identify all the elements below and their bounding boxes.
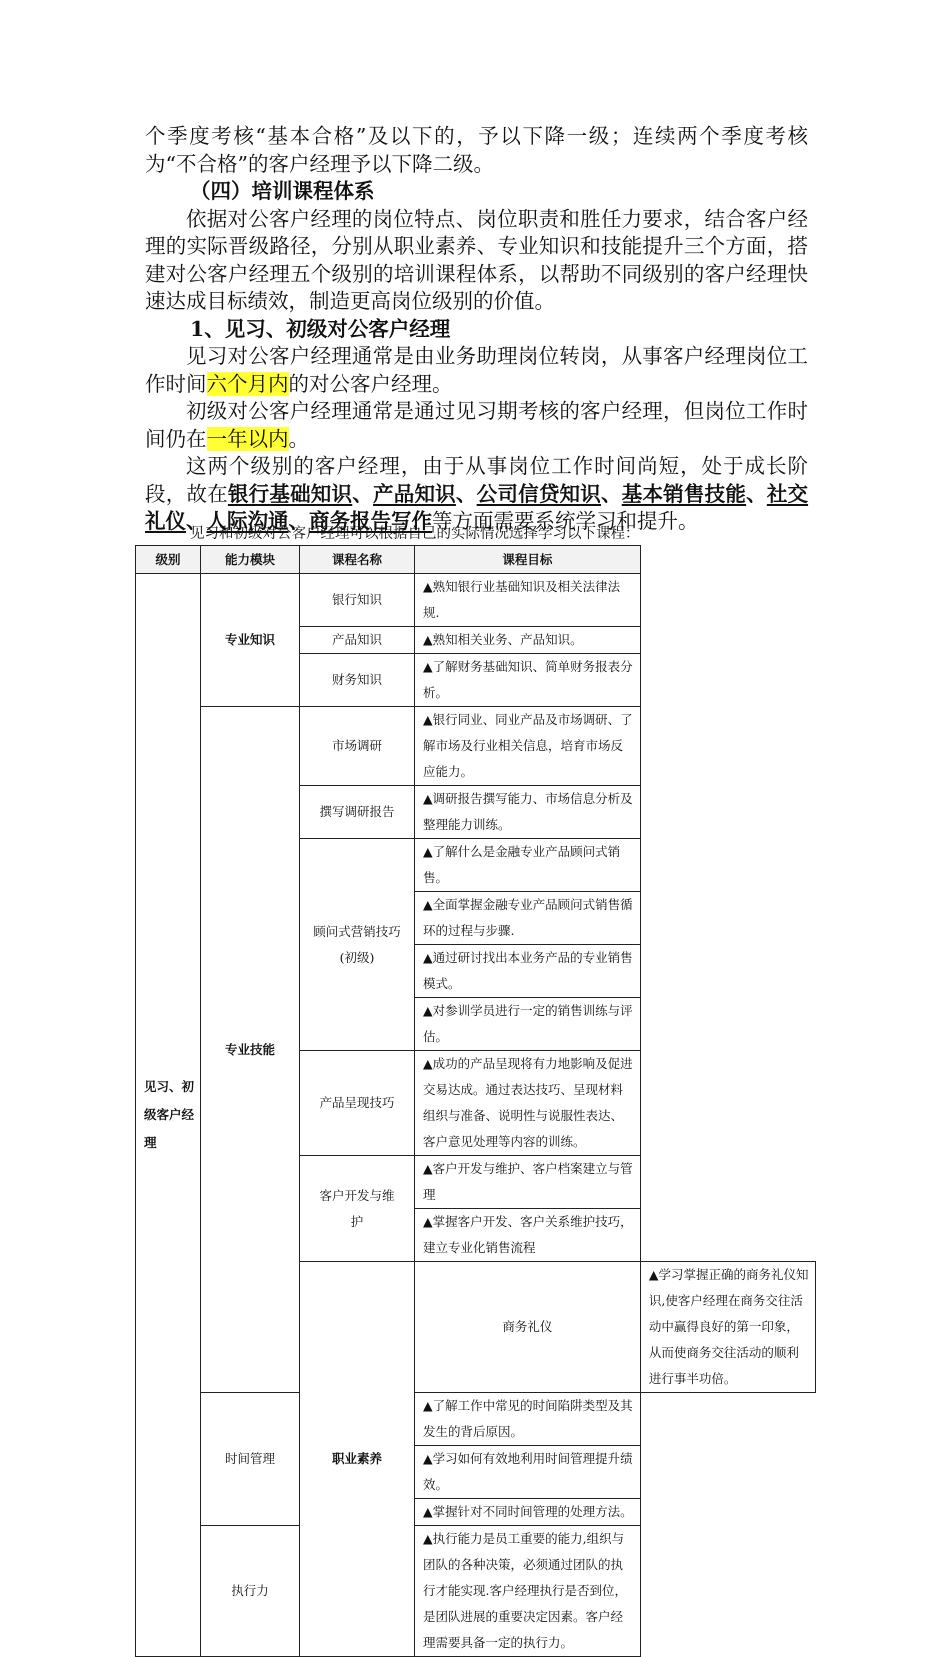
text: 的对公客户经理。 xyxy=(288,371,453,396)
goal-cell: ▲熟知相关业务、产品知识。 xyxy=(415,627,641,654)
course-table xyxy=(135,545,816,1657)
keyword: 社交礼仪 xyxy=(145,481,809,533)
keyword: 商务报告写作 xyxy=(309,509,432,533)
course-cell: 市场调研 xyxy=(300,707,415,786)
module-cell: 专业技能 xyxy=(201,707,300,1393)
text: 这两个级别的客户经理，由于从事岗位工作时间尚短，处于成长阶段，故在 xyxy=(145,454,808,506)
header-module: 能力模块 xyxy=(201,546,300,574)
goal-cell: ▲学习掌握正确的商务礼仪知识,使客户经理在商务交往活动中赢得良好的第一印象，从而使商务交往活动的顺利进行事半功倍。 xyxy=(640,1262,815,1393)
text: 等方面需要系统学习和提升。 xyxy=(432,509,699,533)
table-row xyxy=(136,1393,816,1446)
goal-cell: ▲了解财务基础知识、简单财务报表分析。 xyxy=(415,654,641,707)
paragraph-trainee xyxy=(145,343,808,398)
course-cell: 产品知识 xyxy=(300,627,415,654)
highlight-one-year: 一年以内 xyxy=(206,426,289,451)
text: 初级对公客户经理通常是通过见习期考核的客户经理，但岗位工作时间仍在 xyxy=(145,399,808,451)
separator: 、 xyxy=(455,481,477,506)
goal-cell: ▲全面掌握金融专业产品顾问式销售循环的过程与步骤. xyxy=(415,892,641,945)
keyword: 基本销售技能 xyxy=(621,481,747,506)
separator: 、 xyxy=(601,481,622,506)
course-cell: 顾问式营销技巧(初级) xyxy=(300,839,415,1051)
goal-cell: ▲成功的产品呈现将有力地影响及促进交易达成。通过表达技巧、呈现材料组织与准备、说明性与说服性表达、客户意见处理等内容的训练。 xyxy=(415,1051,641,1156)
text: 。 xyxy=(288,426,309,451)
course-cell: 产品呈现技巧 xyxy=(300,1051,415,1156)
course-cell: 商务礼仪 xyxy=(415,1262,641,1393)
keyword: 人际沟通 xyxy=(206,509,289,533)
separator: 、 xyxy=(746,481,767,506)
goal-cell: ▲客户开发与维护、客户档案建立与管理 xyxy=(415,1156,641,1209)
goal-cell: ▲通过研讨找出本业务产品的专业销售模式。 xyxy=(415,945,641,998)
table-row xyxy=(136,1526,816,1657)
module-cell: 职业素养 xyxy=(300,1262,415,1657)
separator: 、 xyxy=(352,481,373,506)
table-intro: 见习和初级对公客户经理可以根据自己的实际情况选择学习以下课程： xyxy=(190,526,640,542)
goal-cell: ▲熟知银行业基础知识及相关法律法规. xyxy=(415,574,641,627)
highlight-six-months: 六个月内 xyxy=(206,371,289,396)
course-cell: 客户开发与维护 xyxy=(300,1156,415,1262)
course-cell: 银行知识 xyxy=(300,574,415,627)
goal-cell: ▲掌握客户开发、客户关系维护技巧，建立专业化销售流程 xyxy=(415,1209,641,1262)
separator: 、 xyxy=(186,509,207,533)
goal-cell: ▲银行同业、同业产品及市场调研、了解市场及行业相关信息，培育市场反应能力。 xyxy=(415,707,641,786)
body-text xyxy=(145,123,808,536)
header-level: 级别 xyxy=(136,546,201,574)
goal-cell: ▲掌握针对不同时间管理的处理方法。 xyxy=(415,1499,641,1526)
header-course: 课程名称 xyxy=(300,546,415,574)
keyword: 产品知识 xyxy=(373,481,456,506)
goal-cell: ▲执行能力是员工重要的能力,组织与团队的各种决策，必须通过团队的执行才能实现.客户经理执行是否到位，是团队进展的重要决定因素。客户经理需要具备一定的执行力。 xyxy=(415,1526,641,1657)
level-cell: 见习、初级客户经理 xyxy=(136,574,201,1657)
goal-cell: ▲调研报告撰写能力、市场信息分析及整理能力训练。 xyxy=(415,786,641,839)
paragraph-junior xyxy=(145,398,808,453)
keyword: 公司信贷知识 xyxy=(476,481,601,506)
heading-level-1: 1、见习、初级对公客户经理 xyxy=(190,316,451,341)
goal-cell: ▲了解什么是金融专业产品顾问式销售。 xyxy=(415,839,641,892)
header-goal: 课程目标 xyxy=(415,546,641,574)
keyword: 银行基础知识 xyxy=(227,481,353,506)
course-cell: 时间管理 xyxy=(201,1393,300,1526)
heading-training-system: （四）培训课程体系 xyxy=(190,179,375,203)
goal-cell: ▲了解工作中常见的时间陷阱类型及其发生的背后原因。 xyxy=(415,1393,641,1446)
course-cell: 执行力 xyxy=(201,1526,300,1657)
goal-cell: ▲学习如何有效地利用时间管理提升绩效。 xyxy=(415,1446,641,1499)
table-row xyxy=(136,707,816,786)
paragraph-assessment: 个季度考核“基本合格”及以下的，予以下降一级；连续两个季度考核为“不合格”的客户经理予以下降二级。 xyxy=(145,124,808,176)
paragraph-training-intro: 依据对公客户经理的岗位特点、岗位职责和胜任力要求，结合客户经理的实际晋级路径，分别从职业素养、专业知识和技能提升三个方面，搭建对公客户经理五个级别的培训课程体系，以帮助不同级别的客户经理快速达成目标绩效，制造更高岗位级别的价值。 xyxy=(145,206,808,313)
separator: 、 xyxy=(288,509,309,533)
course-cell: 财务知识 xyxy=(300,654,415,707)
text: 见习对公客户经理通常是由业务助理岗位转岗，从事客户经理岗位工作时间 xyxy=(145,344,808,396)
goal-cell: ▲对参训学员进行一定的销售训练与评估。 xyxy=(415,998,641,1051)
module-cell: 专业知识 xyxy=(201,574,300,707)
table-row xyxy=(136,574,816,627)
course-cell: 撰写调研报告 xyxy=(300,786,415,839)
table-header-row xyxy=(136,546,816,574)
